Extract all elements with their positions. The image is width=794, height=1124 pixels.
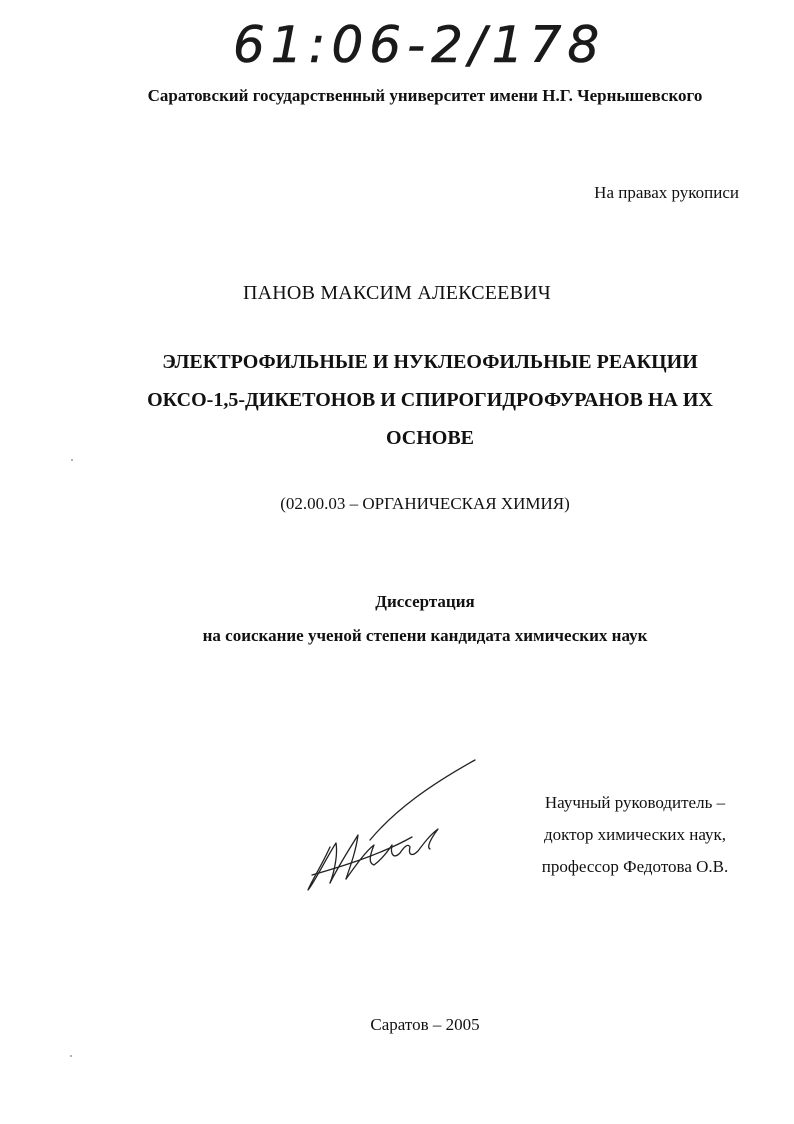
degree-statement: на соискание ученой степени кандидата химических наук <box>202 626 648 645</box>
supervisor-block <box>520 787 750 883</box>
catalog-number-text: 61:06-2/178 <box>233 16 605 72</box>
city-year: Саратов – 2005 <box>370 1015 480 1034</box>
handwritten-catalog-number <box>225 6 605 72</box>
scan-speck <box>70 1055 72 1057</box>
title-line-1: ЭЛЕКТРОФИЛЬНЫЕ И НУКЛЕОФИЛЬНЫЕ РЕАКЦИИ <box>162 351 698 373</box>
manuscript-note: На правах рукописи <box>594 183 739 202</box>
title-line-2: ОКСО-1,5-ДИКЕТОНОВ И СПИРОГИДРОФУРАНОВ НА ИХ <box>147 389 713 411</box>
supervisor-title: доктор химических наук, <box>543 825 727 844</box>
title-line-3: ОСНОВЕ <box>385 427 475 449</box>
dissertation-title <box>110 343 750 457</box>
supervisor-role: Научный руководитель – <box>544 793 726 812</box>
signature-stroke-initial <box>308 843 337 890</box>
supervisor-name: профессор Федотова О.В. <box>541 857 729 876</box>
author-name: ПАНОВ МАКСИМ АЛЕКСЕЕВИЧ <box>243 282 551 304</box>
specialty-code: (02.00.03 – ОРГАНИЧЕСКАЯ ХИМИЯ) <box>280 494 570 513</box>
document-type: Диссертация <box>375 592 475 611</box>
signature-stroke-end <box>391 829 438 856</box>
university-name: Саратовский государственный университет имени Н.Г. Чернышевского <box>147 86 703 105</box>
scan-speck <box>71 459 73 461</box>
signature <box>300 755 485 895</box>
signature-stroke-long <box>370 760 475 840</box>
